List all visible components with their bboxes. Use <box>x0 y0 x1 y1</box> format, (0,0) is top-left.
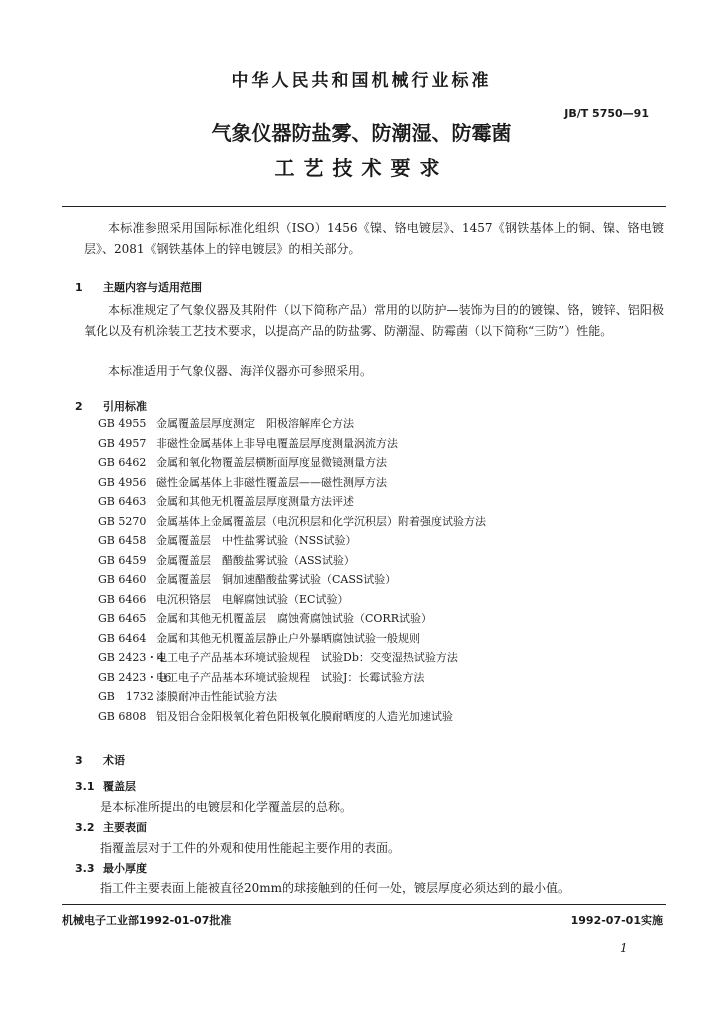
reference-title: 金属覆盖层厚度测定 阳极溶解库仑方法 <box>156 417 354 430</box>
issuing-organization: 中华人民共和国机械行业标准 <box>231 71 492 91</box>
reference-item <box>98 648 486 668</box>
reference-code: GB 2423・16 <box>98 670 172 684</box>
approval-date: 机械电子工业部1992-01-07批准 <box>62 914 232 927</box>
reference-code: GB 6460 <box>98 573 147 586</box>
implementation-date: 1992-07-01实施 <box>570 914 663 927</box>
term-3-2-definition: 指覆盖层对于工件的外观和使用性能起主要作用的表面。 <box>100 841 401 855</box>
section-number: 3 <box>75 754 83 767</box>
footer-divider <box>62 904 666 905</box>
reference-code: GB 4955 <box>98 417 147 430</box>
reference-title: 电沉积铬层 电解腐蚀试验（EC试验） <box>156 592 349 606</box>
term-number: 3.2 <box>75 821 95 834</box>
reference-title: 金属和其他无机覆盖层静止户外暴晒腐蚀试验一般规则 <box>156 631 420 645</box>
section-title: 术语 <box>103 754 125 767</box>
term-number: 3.1 <box>75 780 95 793</box>
reference-title: 漆膜耐冲击性能试验方法 <box>156 690 277 703</box>
section-number: 1 <box>75 281 83 294</box>
reference-title: 电工电子产品基本环境试验规程 试验Db：交变湿热试验方法 <box>156 651 458 664</box>
reference-title: 金属覆盖层 中性盐雾试验（NSS试验） <box>156 534 357 547</box>
reference-code: GB 6458 <box>98 534 147 547</box>
reference-code: GB 4957 <box>98 436 147 450</box>
reference-item <box>98 512 486 532</box>
section-number: 2 <box>75 400 83 413</box>
reference-item <box>98 551 486 571</box>
term-title: 最小厚度 <box>103 862 147 875</box>
section-title: 主题内容与适用范围 <box>103 281 202 294</box>
reference-item <box>98 453 486 473</box>
reference-item <box>98 473 486 493</box>
term-3-1-definition: 是本标准所提出的电镀层和化学覆盖层的总称。 <box>100 800 353 814</box>
section-1-heading <box>75 279 202 295</box>
reference-code: GB 6464 <box>98 631 147 645</box>
reference-code: GB 6462 <box>98 456 147 469</box>
reference-code: GB 6463 <box>98 495 147 508</box>
reference-item <box>98 434 486 454</box>
reference-item <box>98 629 486 649</box>
reference-title: 铝及铝合金阳极氧化着色阳极氧化膜耐晒度的人造光加速试验 <box>156 709 453 723</box>
term-3-2-heading <box>75 819 147 835</box>
reference-item <box>98 414 486 434</box>
reference-code: GB 6808 <box>98 709 147 723</box>
section-1-paragraph-2: 本标准适用于气象仪器、海洋仪器亦可参照采用。 <box>108 364 373 378</box>
term-title: 覆盖层 <box>103 780 136 793</box>
normative-references-list <box>98 414 486 726</box>
reference-item <box>98 590 486 610</box>
intro-paragraph: 本标准参照采用国际标准化组织（ISO）1456《镍、铬电镀层》、1457《钢铁基体上的铜、镍、铬电镀层》、2081《钢铁基体上的锌电镀层》的相关部分。 <box>84 221 664 256</box>
reference-title: 金属和其他无机覆盖层 腐蚀膏腐蚀试验（CORR试验） <box>156 612 432 625</box>
reference-title: 金属和其他无机覆盖层厚度测量方法评述 <box>156 495 354 508</box>
reference-title: 磁性金属基体上非磁性覆盖层——磁性测厚方法 <box>156 475 387 489</box>
reference-title: 电工电子产品基本环境试验规程 试验J：长霉试验方法 <box>156 670 425 684</box>
reference-item <box>98 492 486 512</box>
reference-item <box>98 609 486 629</box>
reference-code: GB 2423・4 <box>98 651 165 664</box>
page-number: 1 <box>620 941 628 955</box>
reference-title: 金属覆盖层 铜加速醋酸盐雾试验（CASS试验） <box>156 573 397 586</box>
document-title-line2: 工艺技术要求 <box>274 156 449 180</box>
document-title-line1: 气象仪器防盐雾、防潮湿、防霉菌 <box>211 121 512 145</box>
reference-item <box>98 687 486 707</box>
reference-code: GB 4956 <box>98 475 147 489</box>
reference-title: 金属基体上金属覆盖层（电沉积层和化学沉积层）附着强度试验方法 <box>156 514 486 528</box>
reference-item <box>98 668 486 688</box>
section-3-heading <box>75 752 125 768</box>
term-3-3-heading <box>75 860 147 876</box>
reference-code: GB 6466 <box>98 592 147 606</box>
section-title: 引用标准 <box>103 400 147 413</box>
reference-item <box>98 531 486 551</box>
reference-code: GB 5270 <box>98 514 147 528</box>
term-title: 主要表面 <box>103 821 147 834</box>
reference-code: GB 1732 <box>98 690 154 703</box>
term-3-3-definition: 指工件主要表面上能被直径20mm的球接触到的任何一处，镀层厚度必须达到的最小值。 <box>100 881 571 895</box>
reference-title: 金属覆盖层 醋酸盐雾试验（ASS试验） <box>156 553 355 567</box>
reference-title: 非磁性金属基体上非导电覆盖层厚度测量涡流方法 <box>156 436 398 450</box>
section-2-heading <box>75 398 147 414</box>
reference-code: GB 6465 <box>98 612 147 625</box>
term-number: 3.3 <box>75 862 95 875</box>
standard-code: JB/T 5750—91 <box>564 107 649 120</box>
reference-code: GB 6459 <box>98 553 147 567</box>
term-3-1-heading <box>75 778 136 794</box>
reference-item <box>98 707 486 727</box>
reference-item <box>98 570 486 590</box>
reference-title: 金属和氧化物覆盖层横断面厚度显微镜测量方法 <box>156 456 387 469</box>
section-1-paragraph-1: 本标准规定了气象仪器及其附件（以下简称产品）常用的以防护—装饰为目的的镀镍、铬，镀锌、铝阳极氧化以及有机涂装工艺技术要求，以提高产品的防盐雾、防潮湿、防霉菌（以下简称“三防”）性能。 <box>84 303 664 338</box>
title-divider <box>62 206 666 207</box>
